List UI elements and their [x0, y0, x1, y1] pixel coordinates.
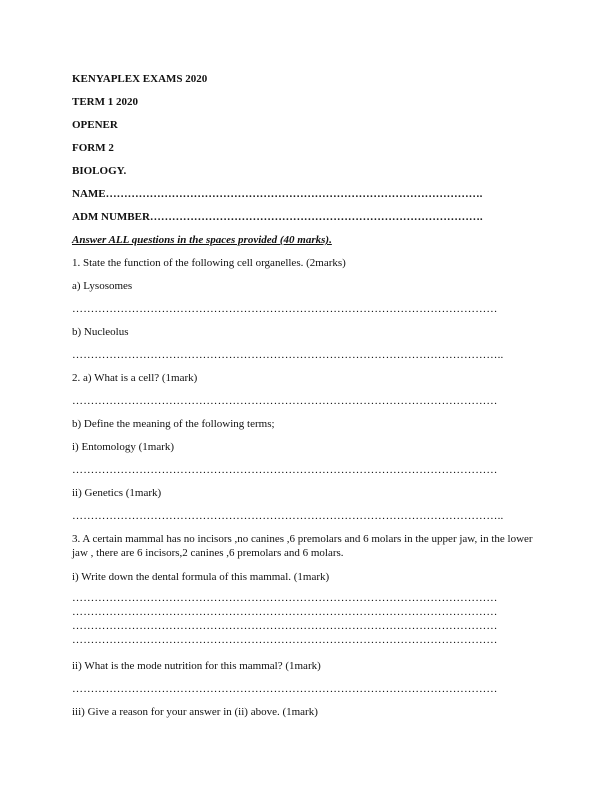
answer-line-3i-2[interactable]: …………………………………………………………………………………………………… [72, 606, 498, 618]
answer-line-1a[interactable]: …………………………………………………………………………………………………… [72, 303, 498, 315]
instructions: Answer ALL questions in the spaces provided (40 marks). [72, 234, 332, 246]
question-3ii: ii) What is the mode nutrition for this mammal? (1mark) [72, 660, 321, 672]
answer-line-2b-i[interactable]: …………………………………………………………………………………………………… [72, 464, 498, 476]
answer-line-2a[interactable]: …………………………………………………………………………………………………… [72, 395, 498, 407]
exam-title: KENYAPLEX EXAMS 2020 [72, 73, 208, 85]
subject-label: BIOLOGY. [72, 165, 127, 177]
question-2b-i: i) Entomology (1mark) [72, 441, 175, 453]
question-2b-ii: ii) Genetics (1mark) [72, 487, 162, 499]
answer-line-2b-ii[interactable]: …………………………………………………………………………………………………….. [72, 510, 504, 522]
form-label: FORM 2 [72, 142, 114, 154]
question-1a: a) Lysosomes [72, 280, 133, 292]
question-1: 1. State the function of the following cell organelles. (2marks) [72, 257, 346, 269]
question-1b: b) Nucleolus [72, 326, 129, 338]
question-3i: i) Write down the dental formula of this mammal. (1mark) [72, 571, 330, 583]
question-2a: 2. a) What is a cell? (1mark) [72, 372, 198, 384]
answer-line-3ii[interactable]: …………………………………………………………………………………………………… [72, 683, 498, 695]
exam-type: OPENER [72, 119, 118, 131]
answer-line-3i-4[interactable]: …………………………………………………………………………………………………… [72, 634, 498, 646]
adm-number-field[interactable]: ADM NUMBER………………………………………………………………………………. [72, 211, 483, 223]
name-field[interactable]: NAME…………………………………………………………………………………………. [72, 188, 483, 200]
term-label: TERM 1 2020 [72, 96, 138, 108]
answer-line-3i-3[interactable]: …………………………………………………………………………………………………… [72, 620, 498, 632]
question-3: 3. A certain mammal has no incisors ,no canines ,6 premolars and 6 molars in the upper jaw, in the lower jaw , there are 6 incisors,2 canines ,6 premolars and 6 molars. [72, 533, 533, 559]
answer-line-1b[interactable]: …………………………………………………………………………………………………….. [72, 349, 504, 361]
answer-line-3i-1[interactable]: …………………………………………………………………………………………………… [72, 592, 498, 604]
question-3iii: iii) Give a reason for your answer in (ii) above. (1mark) [72, 706, 318, 718]
question-2b: b) Define the meaning of the following terms; [72, 418, 275, 430]
